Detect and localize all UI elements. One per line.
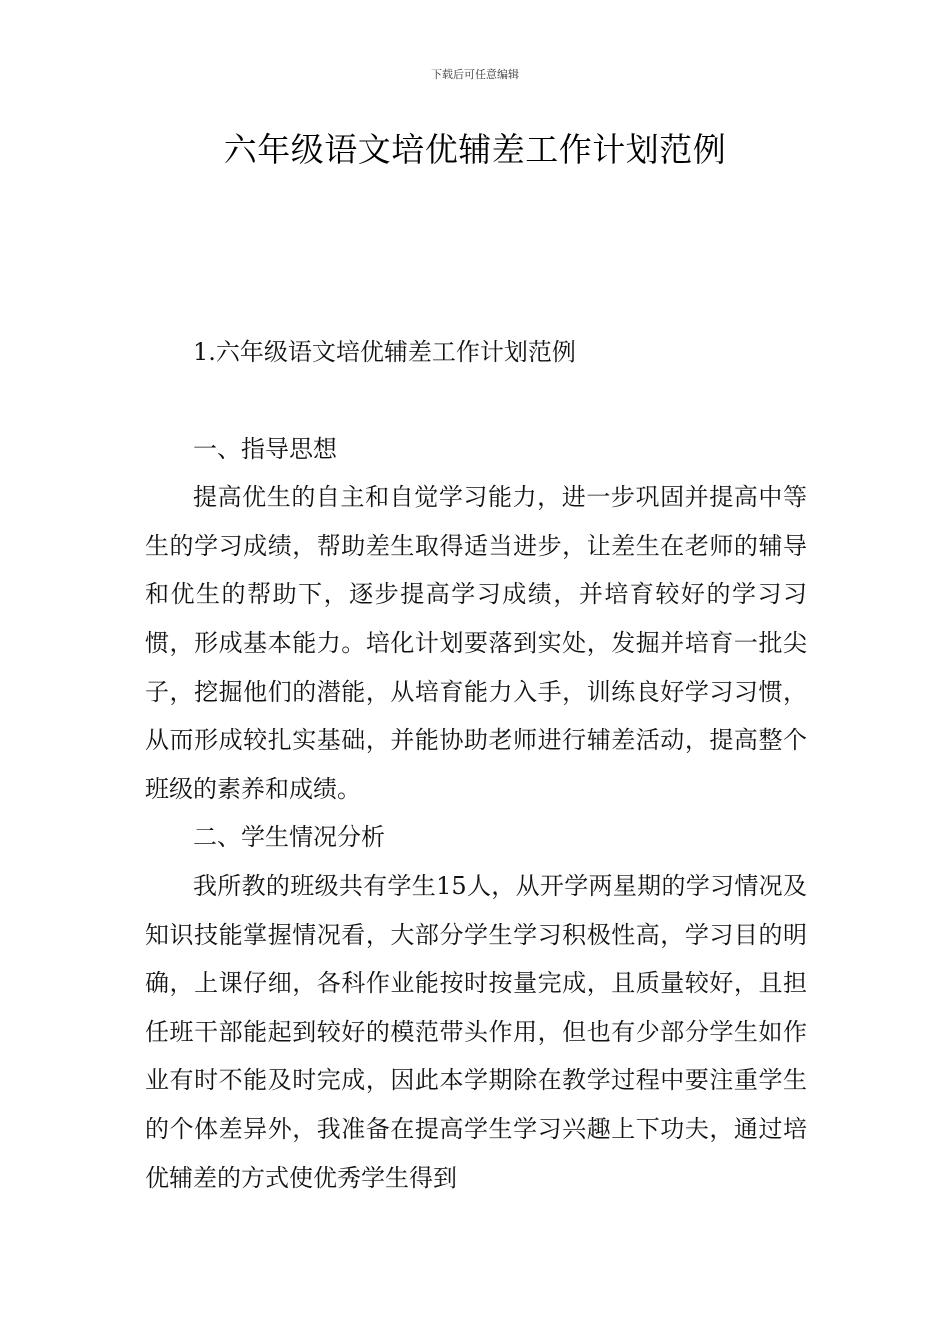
section-heading-guiding-thought: 一、指导思想 — [193, 434, 337, 463]
paragraph-guiding-thought: 提高优生的自主和自觉学习能力，进一步巩固并提高中等生的学习成绩，帮助差生取得适当进步，让差生在老师的辅导和优生的帮助下，逐步提高学习成绩，并培育较好的学习习惯，形成基本能力。培化计划要落到实处，发掘并培育一批尖子，挖掘他们的潜能，从培育能力入手，训练良好学习习惯，从而形成较扎实基础，并能协助老师进行辅差活动，提高整个班级的素养和成绩。 — [145, 483, 807, 803]
paragraph-gap — [145, 377, 807, 425]
header-note: 下载后可任意编辑 — [431, 68, 519, 81]
numbered-subtitle: 1.六年级语文培优辅差工作计划范例 — [193, 338, 576, 366]
section-heading-student-analysis: 二、学生情况分析 — [193, 823, 385, 852]
document-title: 六年级语文培优辅差工作计划范例 — [223, 130, 727, 169]
paragraph-student-analysis: 我所教的班级共有学生15人，从开学两星期的学习情况及知识技能掌握情况看，大部分学生学习积极性高，学习目的明确，上课仔细，各科作业能按时按量完成，且质量较好，且担任班干部能起到较好的模范带头作用，但也有少部分学生如作业有时不能及时完成，因此本学期除在教学过程中要注重学生的个体差异外，我准备在提高学生学习兴趣上下功夫，通过培优辅差的方式使优秀学生得到 — [145, 871, 807, 1192]
document-body — [145, 328, 807, 1202]
